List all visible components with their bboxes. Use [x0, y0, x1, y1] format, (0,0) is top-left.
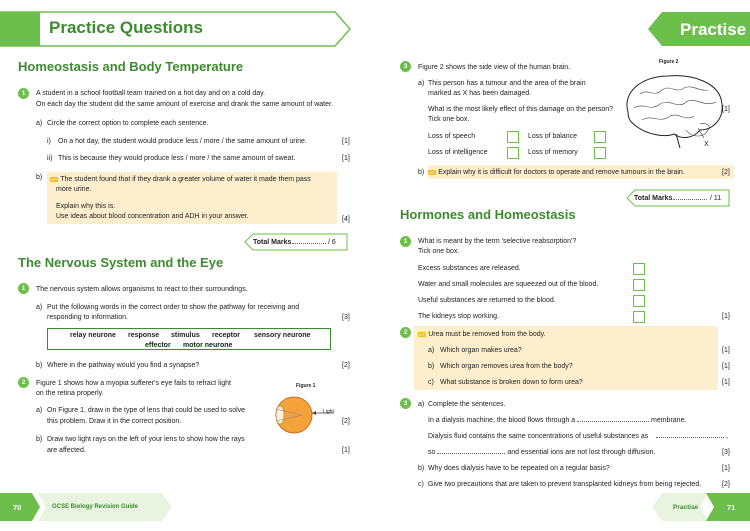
- part-text: What substance is broken down to form urea?: [440, 379, 583, 386]
- light-label: Light: [323, 409, 334, 415]
- part-text: more urine.: [56, 186, 92, 193]
- question-text: What is meant by the term 'selective reabsorption'?: [418, 238, 577, 245]
- question-number: 3: [400, 398, 411, 409]
- total-marks-blank: [292, 238, 326, 247]
- part-label: c): [418, 481, 424, 488]
- part-label: a): [36, 120, 43, 127]
- page-title-left: Practice Questions: [49, 18, 204, 37]
- part-label: a): [428, 347, 435, 354]
- brain-x-label: X: [704, 141, 709, 148]
- tick-box[interactable]: [507, 147, 519, 159]
- mark-label: [3]: [342, 314, 350, 321]
- part-label: b): [428, 363, 435, 370]
- part-label: b): [418, 169, 425, 176]
- question-text: WT Urea must be removed from the body.: [419, 331, 546, 338]
- subpart-label: ii): [47, 155, 53, 162]
- word-item: effector: [145, 342, 171, 349]
- subpart-label: i): [47, 138, 51, 145]
- part-text: On Figure 1, draw in the type of lens that could be used to solve: [47, 407, 246, 414]
- word-item: motor neurone: [183, 342, 233, 349]
- blank-field[interactable]: [656, 432, 724, 441]
- total-marks-value: / 6: [328, 239, 336, 246]
- book-title: GCSE Biology Revision Guide: [52, 504, 139, 510]
- part-text: Circle the correct option to complete each sentence.: [47, 120, 209, 127]
- total-marks-label: Total Marks: [253, 239, 292, 246]
- word-item: response: [128, 332, 160, 339]
- option-label: Water and small molecules are squeezed out of the blood.: [418, 281, 599, 288]
- tick-box[interactable]: [633, 311, 645, 323]
- sentence-text: In a dialysis machine, the blood flows through a membrane.: [428, 417, 687, 424]
- part-text: What is the most likely effect of this damage on the person?: [428, 106, 614, 113]
- option-label: Useful substances are returned to the blood.: [418, 297, 556, 304]
- subpart-text: This is because they would produce less / more / the same amount of sweat.: [58, 155, 296, 162]
- part-label: b): [36, 436, 43, 443]
- part-text: Where in the pathway would you find a synapse?: [47, 362, 200, 369]
- mark-label: [1]: [722, 379, 730, 386]
- part-label: b): [36, 174, 43, 181]
- part-text: Complete the sentences.: [428, 401, 506, 408]
- mark-label: [1]: [722, 313, 730, 320]
- mark-label: [2]: [722, 169, 730, 176]
- part-text: Which organ removes urea from the body?: [440, 363, 573, 370]
- part-text: Explain why this is.: [56, 203, 116, 210]
- sentence-text: so and essential ions are not lost through diffusion.: [428, 449, 656, 456]
- part-label: b): [418, 465, 425, 472]
- total-marks-label: Total Marks: [634, 195, 673, 202]
- figure-label: Figure 1: [296, 383, 316, 389]
- word-item: stimulus: [171, 332, 200, 339]
- part-text: This person has a tumour and the area of the brain: [428, 80, 586, 87]
- option-label: Loss of speech: [428, 133, 476, 140]
- section-title-nervous: The Nervous System and the Eye: [18, 255, 224, 270]
- tick-box[interactable]: [507, 131, 519, 143]
- part-text: marked as X has been damaged.: [428, 90, 532, 97]
- tick-box[interactable]: [633, 295, 645, 307]
- page-number-left: 70: [13, 503, 22, 512]
- question-number: 2: [18, 377, 29, 388]
- blank-field[interactable]: [437, 453, 505, 454]
- mark-label: [1]: [722, 465, 730, 472]
- part-text: this problem. Draw it in the correct position.: [47, 418, 182, 425]
- question-number: 1: [18, 283, 29, 294]
- mark-label: [1]: [722, 347, 730, 354]
- worktime-icon: WT: [429, 169, 436, 175]
- page-title-right: Practise: [680, 20, 747, 39]
- option-label: Excess substances are released.: [418, 265, 521, 272]
- option-label: Loss of balance: [528, 133, 578, 140]
- mark-label: [3]: [722, 449, 730, 456]
- part-text: Draw two light rays on the left of your lens to show how the rays: [47, 436, 245, 443]
- mark-label: [2]: [722, 481, 730, 488]
- part-text: Give two precautions that are taken to prevent transplanted kidneys from being rejected.: [428, 481, 702, 488]
- option-label: Loss of intelligence: [428, 149, 488, 156]
- part-label: c): [428, 379, 434, 386]
- tick-box[interactable]: [633, 263, 645, 275]
- tick-box[interactable]: [594, 147, 606, 159]
- question-text: Figure 2 shows the side view of the human brain.: [418, 64, 571, 71]
- tick-box[interactable]: [633, 279, 645, 291]
- question-text: A student in a school football team trained on a hot day and on a cold day.: [36, 90, 266, 97]
- mark-label: [1]: [342, 155, 350, 162]
- part-text: are affected.: [47, 447, 86, 454]
- part-text: Why does dialysis have to be repeated on a regular basis?: [428, 465, 610, 472]
- page-number-right: 71: [727, 503, 736, 512]
- worktime-icon: WT: [419, 331, 426, 337]
- subpart-text: On a hot day, the student would produce less / more / the same amount of urine.: [58, 138, 307, 145]
- mark-label: [1]: [722, 106, 730, 113]
- part-label: b): [36, 362, 43, 369]
- word-item: sensory neurone: [254, 332, 311, 339]
- part-text: Put the following words in the correct order to show the pathway for receiving and: [47, 304, 300, 311]
- mark-label: [1]: [342, 138, 350, 145]
- blank-field[interactable]: [577, 421, 649, 422]
- question-text: The nervous system allows organisms to react to their surroundings.: [36, 286, 248, 293]
- mark-label: [4]: [342, 216, 350, 223]
- question-number: 1: [400, 236, 411, 247]
- worktime-icon: WT: [51, 176, 58, 182]
- mark-label: [1]: [722, 363, 730, 370]
- section-title-hormones: Hormones and Homeostasis: [400, 207, 576, 222]
- word-item: relay neurone: [70, 332, 116, 339]
- sentence-text: Dialysis fluid contains the same concentrations of useful substances as: [428, 433, 649, 440]
- option-label: Loss of memory: [528, 149, 578, 156]
- footer-section-label: Practise: [673, 504, 699, 511]
- mark-label: [2]: [342, 418, 350, 425]
- tick-box[interactable]: [594, 131, 606, 143]
- option-label: The kidneys stop working.: [418, 313, 499, 320]
- mark-label: [2]: [342, 362, 350, 369]
- section-title-homeostasis: Homeostasis and Body Temperature: [18, 59, 244, 74]
- question-number: 2: [400, 327, 411, 338]
- question-text: Tick one box.: [418, 248, 460, 255]
- brain-diagram: [620, 68, 730, 150]
- question-number: 1: [18, 88, 29, 99]
- question-number: 3: [400, 61, 411, 72]
- part-text: Tick one box.: [428, 116, 470, 123]
- sentence-text: ,: [726, 433, 728, 440]
- part-text: WT Explain why it is difficult for doctors to operate and remove tumours in the brain.: [429, 169, 685, 176]
- part-label: a): [36, 304, 43, 311]
- part-text: responding to information.: [47, 314, 128, 321]
- part-label: a): [418, 80, 425, 87]
- eye-diagram: [272, 393, 344, 439]
- question-text: Figure 1 shows how a myopia sufferer's eye fails to refract light: [36, 380, 231, 387]
- mark-label: [1]: [342, 447, 350, 454]
- part-text: Which organ makes urea?: [440, 347, 522, 354]
- figure-label: Figure 2: [659, 59, 679, 65]
- total-marks-value: / 11: [710, 195, 722, 202]
- part-text: WT The student found that if they drank a greater volume of water it made them pass: [51, 176, 311, 183]
- question-text: On each day the student did the same amount of exercise and drank the same amount of water.: [36, 101, 333, 108]
- part-label: a): [36, 407, 43, 414]
- part-label: a): [418, 401, 425, 408]
- total-marks-blank: [673, 194, 707, 203]
- part-text: Use ideas about blood concentration and ADH in your answer.: [56, 213, 249, 220]
- word-item: receptor: [212, 332, 241, 339]
- question-text: on the retina properly.: [36, 390, 104, 397]
